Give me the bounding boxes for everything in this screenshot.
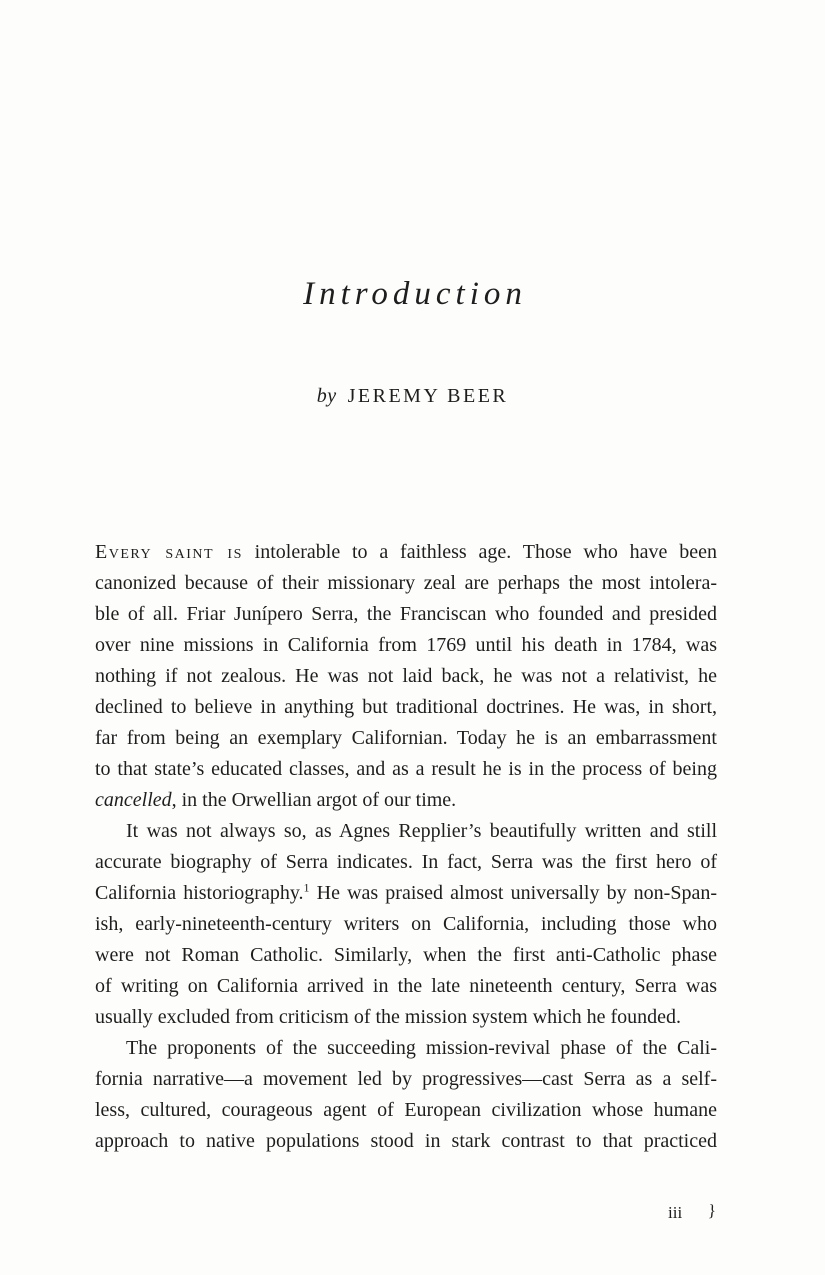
text-segment: ish, early-nineteenth-century writers on California, including those who [95,913,717,935]
body-line [95,568,717,599]
text-segment: fornia narrative—a movement led by progressives—cast Serra as a self- [95,1068,717,1090]
body-line [95,754,717,785]
body-line [95,909,717,940]
text-segment: , in the Orwellian argot of our time. [171,789,457,811]
text-segment: ble of all. Friar Junípero Serra, the Franciscan who founded and presided [95,603,717,625]
body-line [95,878,717,909]
text-segment: usually excluded from criticism of the mission system which he founded. [95,1006,681,1028]
text-segment: were not Roman Catholic. Similarly, when the first anti-Catholic phase [95,944,717,966]
body-text [95,537,717,1157]
chapter-title: Introduction [303,276,527,312]
body-line [95,1002,717,1033]
text-segment: declined to believe in anything but traditional doctrines. He was, in short, [95,696,717,718]
text-segment: California historiography. [95,882,304,904]
byline [0,384,825,408]
body-line [95,1095,717,1126]
text-segment: approach to native populations stood in stark contrast to that practiced [95,1130,717,1152]
text-segment: It was not always so, as Agnes Repplier’s beautifully written and still [126,820,717,842]
body-line [95,1064,717,1095]
text-segment: less, cultured, courageous agent of European civilization whose humane [95,1099,717,1121]
text-segment: canonized because of their missionary zeal are perhaps the most intolera- [95,572,717,594]
body-line [95,1033,717,1064]
body-line [95,847,717,878]
text-segment: He was praised almost universally by non-Span- [309,882,717,904]
byline-author: JEREMY BEER [347,385,509,407]
footer-ornament: } [707,1201,717,1220]
body-line [95,940,717,971]
page-number: iii [668,1203,683,1222]
paragraph [95,816,717,1033]
byline-prefix: by [316,385,337,407]
body-line [95,971,717,1002]
body-line [95,630,717,661]
body-line [95,723,717,754]
text-segment: to that state’s educated classes, and as a result he is in the process of being [95,758,717,780]
footnote-marker: 1 [303,880,310,895]
text-segment: The proponents of the succeeding mission-revival phase of the Cali- [126,1037,717,1059]
paragraph [95,1033,717,1157]
text-segment: over nine missions in California from 1769 until his death in 1784, was [95,634,717,656]
body-line [95,1126,717,1157]
text-segment: Every saint is [95,541,243,563]
body-line [95,661,717,692]
body-line [95,692,717,723]
text-segment: intolerable to a faithless age. Those who have been [242,541,717,563]
body-line [95,599,717,630]
text-segment: accurate biography of Serra indicates. In fact, Serra was the first hero of [95,851,717,873]
body-line [95,537,717,568]
page-footer [95,1200,717,1226]
body-line [95,816,717,847]
paragraph [95,537,717,816]
text-segment: of writing on California arrived in the late nineteenth century, Serra was [95,975,717,997]
text-segment: cancelled [95,789,172,811]
text-segment: far from being an exemplary Californian. Today he is an embarrassment [95,727,717,749]
body-line [95,785,717,816]
text-segment: nothing if not zealous. He was not laid back, he was not a relativist, he [95,665,717,687]
